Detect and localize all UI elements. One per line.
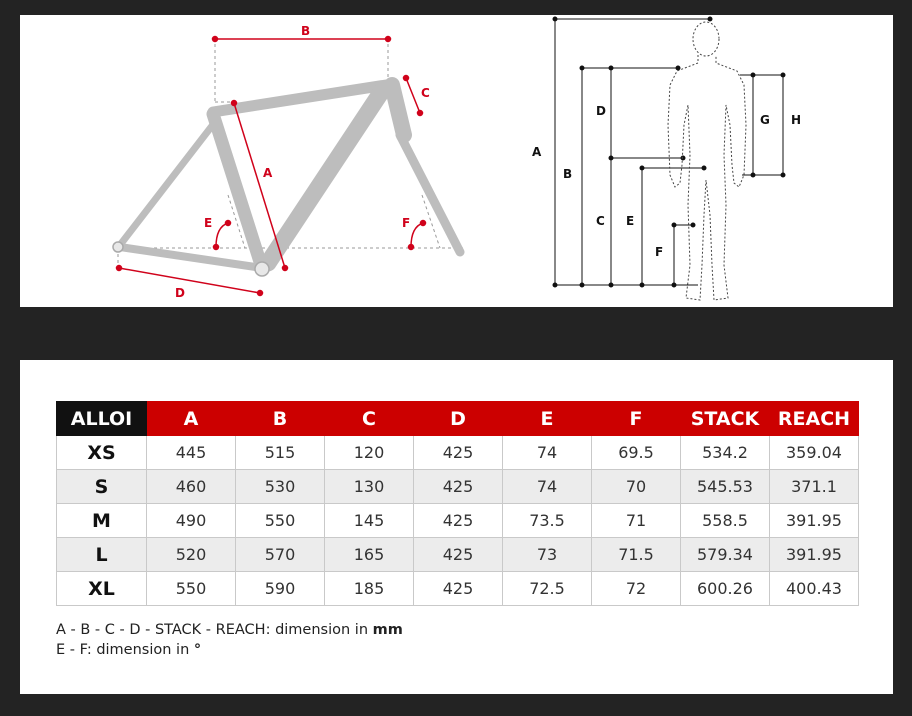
table-cell: 490 bbox=[147, 504, 236, 538]
size-label: L bbox=[57, 538, 147, 572]
size-label: XS bbox=[57, 436, 147, 470]
table-cell: 72 bbox=[592, 572, 681, 606]
table-cell: 425 bbox=[414, 470, 503, 504]
table-cell: 73.5 bbox=[503, 504, 592, 538]
table-cell: 550 bbox=[236, 504, 325, 538]
note-linear-units bbox=[56, 620, 403, 640]
note-linear-text: A - B - C - D - STACK - REACH: dimension in bbox=[56, 622, 373, 638]
column-header: F bbox=[592, 402, 681, 436]
table-cell: 590 bbox=[236, 572, 325, 606]
table-cell: 130 bbox=[325, 470, 414, 504]
table-cell: 359.04 bbox=[770, 436, 859, 470]
table-cell: 530 bbox=[236, 470, 325, 504]
note-angular-units bbox=[56, 640, 403, 660]
table-cell: 70 bbox=[592, 470, 681, 504]
table-cell: 400.43 bbox=[770, 572, 859, 606]
table-row bbox=[57, 572, 859, 606]
table-cell: 73 bbox=[503, 538, 592, 572]
table-cell: 165 bbox=[325, 538, 414, 572]
table-row bbox=[57, 504, 859, 538]
size-label: XL bbox=[57, 572, 147, 606]
table-cell: 425 bbox=[414, 504, 503, 538]
column-header: A bbox=[147, 402, 236, 436]
size-label: M bbox=[57, 504, 147, 538]
frame-label-b: B bbox=[301, 24, 311, 38]
frame-label-e: E bbox=[204, 216, 213, 230]
size-label: S bbox=[57, 470, 147, 504]
table-cell: 74 bbox=[503, 436, 592, 470]
note-angular-unit: ° bbox=[193, 642, 202, 658]
frame-label-d: D bbox=[175, 286, 185, 300]
geometry-table bbox=[56, 401, 859, 606]
frame-label-c: C bbox=[421, 86, 430, 100]
table-cell: 69.5 bbox=[592, 436, 681, 470]
body-label-f: F bbox=[655, 245, 664, 259]
frame-label-f: F bbox=[402, 216, 411, 230]
table-cell: 185 bbox=[325, 572, 414, 606]
table-cell: 515 bbox=[236, 436, 325, 470]
column-header: C bbox=[325, 402, 414, 436]
table-row bbox=[57, 470, 859, 504]
column-header: E bbox=[503, 402, 592, 436]
table-cell: 425 bbox=[414, 436, 503, 470]
geometry-table-panel bbox=[20, 360, 893, 694]
column-header: B bbox=[236, 402, 325, 436]
table-cell: 425 bbox=[414, 538, 503, 572]
table-cell: 445 bbox=[147, 436, 236, 470]
body-label-a: A bbox=[532, 145, 542, 159]
table-cell: 520 bbox=[147, 538, 236, 572]
body-label-d: D bbox=[596, 104, 606, 118]
table-cell: 558.5 bbox=[681, 504, 770, 538]
table-cell: 391.95 bbox=[770, 538, 859, 572]
geometry-diagram-panel bbox=[20, 15, 893, 307]
table-row bbox=[57, 538, 859, 572]
table-cell: 460 bbox=[147, 470, 236, 504]
table-cell: 72.5 bbox=[503, 572, 592, 606]
table-cell: 371.1 bbox=[770, 470, 859, 504]
note-angular-text: E - F: dimension in bbox=[56, 642, 194, 658]
table-cell: 120 bbox=[325, 436, 414, 470]
table-cell: 534.2 bbox=[681, 436, 770, 470]
column-header: D bbox=[414, 402, 503, 436]
bike-frame-illustration bbox=[113, 24, 465, 300]
table-cell: 145 bbox=[325, 504, 414, 538]
body-label-g: G bbox=[760, 113, 770, 127]
table-header-row bbox=[57, 402, 859, 436]
body-label-h: H bbox=[791, 113, 802, 127]
table-cell: 545.53 bbox=[681, 470, 770, 504]
frame-label-a: A bbox=[263, 166, 273, 180]
dimension-notes bbox=[56, 620, 403, 660]
table-cell: 71 bbox=[592, 504, 681, 538]
note-linear-unit: mm bbox=[372, 622, 403, 638]
table-corner-label: ALLOI bbox=[57, 402, 147, 436]
table-cell: 570 bbox=[236, 538, 325, 572]
column-header: REACH bbox=[770, 402, 859, 436]
table-cell: 391.95 bbox=[770, 504, 859, 538]
body-measurement-illustration bbox=[532, 17, 801, 300]
table-cell: 74 bbox=[503, 470, 592, 504]
body-label-c: C bbox=[596, 214, 605, 228]
column-header: STACK bbox=[681, 402, 770, 436]
table-cell: 425 bbox=[414, 572, 503, 606]
table-cell: 600.26 bbox=[681, 572, 770, 606]
body-label-b: B bbox=[563, 167, 573, 181]
geometry-diagrams bbox=[20, 15, 893, 307]
table-row bbox=[57, 436, 859, 470]
body-label-e: E bbox=[626, 214, 635, 228]
table-cell: 550 bbox=[147, 572, 236, 606]
table-cell: 71.5 bbox=[592, 538, 681, 572]
table-cell: 579.34 bbox=[681, 538, 770, 572]
